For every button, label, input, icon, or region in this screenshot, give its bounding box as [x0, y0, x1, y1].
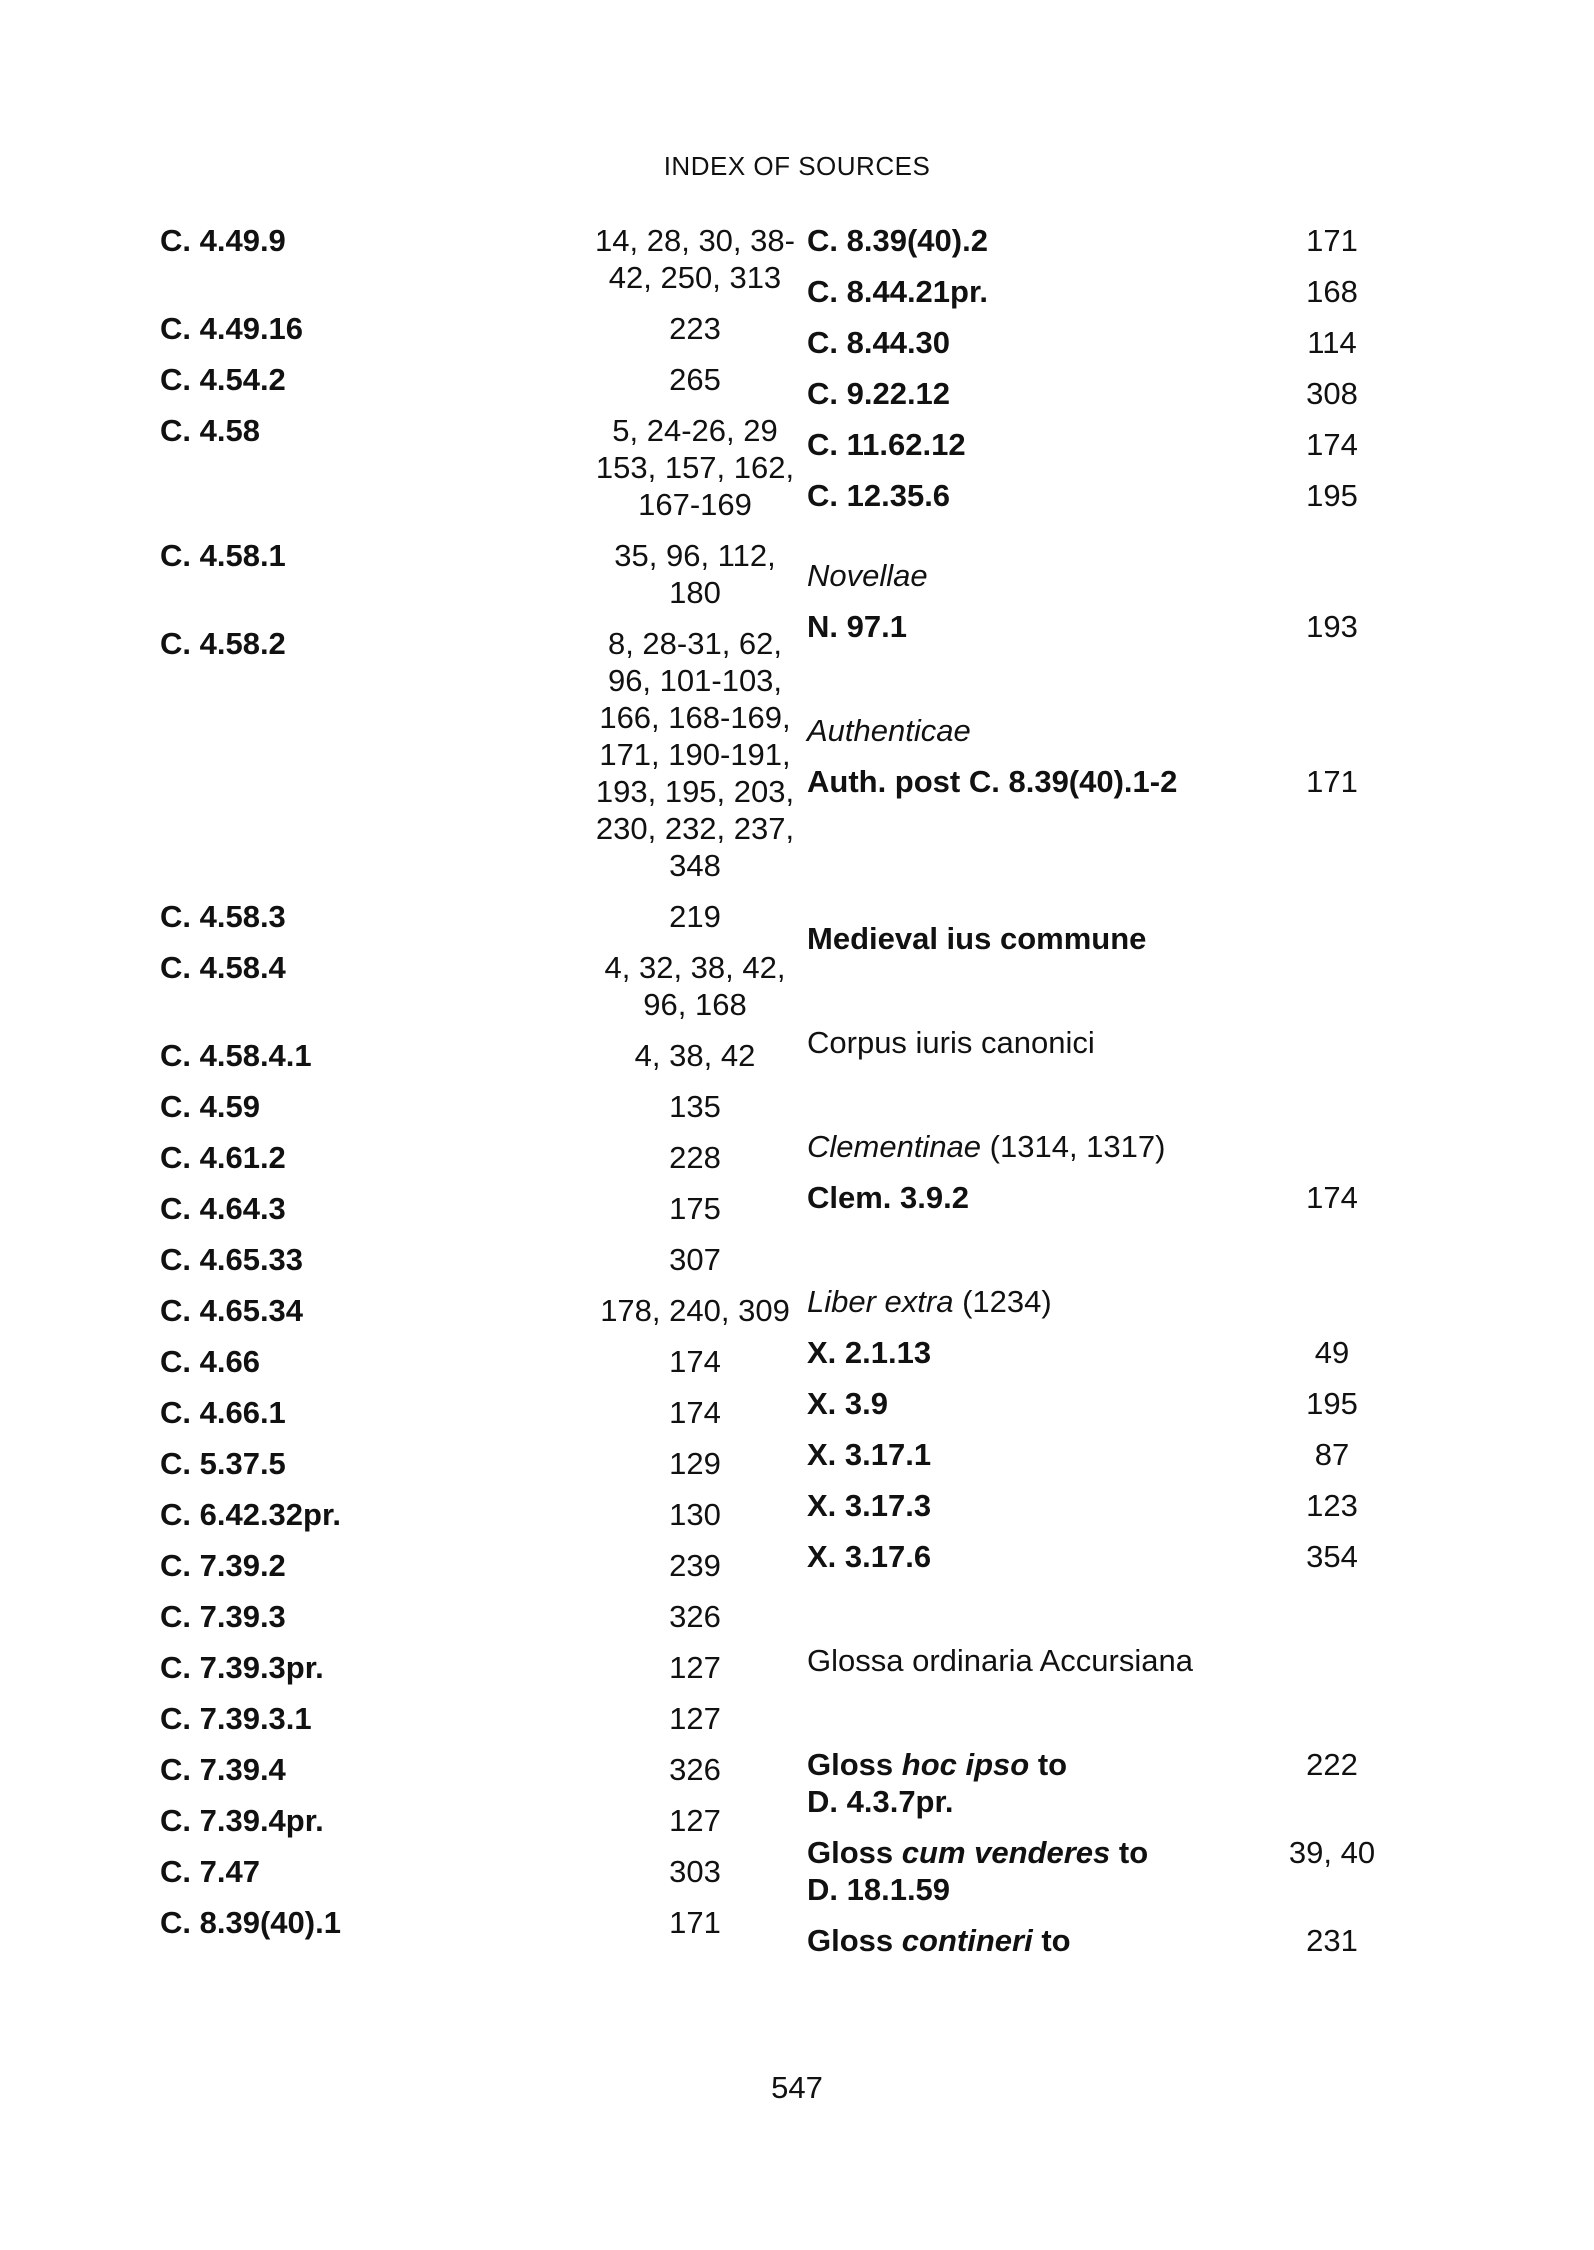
entry-pages: 127: [669, 1701, 721, 1736]
index-entry: [160, 1088, 800, 1125]
gloss-post: to: [1041, 1923, 1071, 1958]
index-entry: [807, 1385, 1407, 1422]
entry-ref: X. 3.9: [807, 1386, 888, 1421]
entry-ref: C. 7.39.4: [160, 1752, 286, 1787]
entry-pages: 239: [669, 1548, 721, 1583]
index-entry: [160, 1292, 800, 1329]
entry-pages: 222: [1306, 1747, 1358, 1782]
entry-ref: C. 8.39(40).1: [160, 1905, 341, 1940]
entry-pages: 14, 28, 30, 38-42, 250, 313: [595, 223, 795, 295]
heading-year: (1314, 1317): [989, 1129, 1166, 1164]
entry-ref: Auth. post C. 8.39(40).1-2: [807, 764, 1178, 799]
index-entry: [160, 1751, 800, 1788]
entry-pages: 223: [669, 311, 721, 346]
index-entry: [807, 375, 1407, 412]
entry-pages: 195: [1306, 1386, 1358, 1421]
section-heading-liber-extra: [807, 1283, 1407, 1320]
entry-pages: 4, 32, 38, 42, 96, 168: [604, 950, 786, 1022]
entry-pages: 4, 38, 42: [634, 1038, 756, 1073]
section-heading-medieval: Medieval ius commune: [807, 921, 1147, 956]
entry-ref: C. 4.58.2: [160, 626, 286, 661]
heading-title: Liber extra: [807, 1284, 954, 1319]
entry-ref: [807, 1834, 1257, 1908]
entry-ref: [807, 1922, 1257, 1959]
entry-pages: 171: [1306, 764, 1358, 799]
heading-year: (1234): [962, 1284, 1052, 1319]
entry-pages: 168: [1306, 274, 1358, 309]
index-entry: [160, 1037, 800, 1074]
entry-ref: C. 5.37.5: [160, 1446, 286, 1481]
entry-pages: 35, 96, 112, 180: [614, 538, 776, 610]
entry-ref: C. 7.39.2: [160, 1548, 286, 1583]
entry-ref: C. 7.47: [160, 1854, 260, 1889]
index-entry: [160, 1649, 800, 1686]
index-entry: [807, 324, 1407, 361]
index-entry: [807, 763, 1407, 800]
entry-ref: C. 4.49.16: [160, 311, 304, 346]
entry-ref: C. 4.61.2: [160, 1140, 286, 1175]
entry-ref: C. 7.39.3pr.: [160, 1650, 324, 1685]
entry-ref: X. 3.17.3: [807, 1488, 932, 1523]
entry-ref: Clem. 3.9.2: [807, 1180, 969, 1215]
entry-ref: C. 4.54.2: [160, 362, 286, 397]
index-entry: [160, 1445, 800, 1482]
gloss-target: D. 4.3.7pr.: [807, 1784, 954, 1819]
gloss-pre: Gloss: [807, 1747, 894, 1782]
entry-ref: C. 4.66.1: [160, 1395, 286, 1430]
entry-ref: C. 6.42.32pr.: [160, 1497, 341, 1532]
section-heading-glossa: Glossa ordinaria Accursiana: [807, 1643, 1193, 1678]
index-entry: [160, 1700, 800, 1737]
entry-pages: 114: [1307, 325, 1357, 360]
index-entry: [807, 273, 1407, 310]
entry-ref: X. 3.17.6: [807, 1539, 932, 1574]
entry-pages: 135: [669, 1089, 721, 1124]
entry-pages: 307: [669, 1242, 721, 1277]
index-entry: [807, 1922, 1407, 1959]
gloss-lemma: contineri: [901, 1923, 1033, 1958]
gloss-lemma: hoc ipso: [901, 1747, 1030, 1782]
index-entry: [160, 361, 800, 398]
entry-pages: 178, 240, 309: [600, 1293, 790, 1328]
entry-pages: 174: [669, 1344, 721, 1379]
entry-pages: 127: [669, 1650, 721, 1685]
index-entry: [807, 477, 1407, 514]
index-entry: [807, 1334, 1407, 1371]
index-entry: [160, 1496, 800, 1533]
entry-pages: 87: [1314, 1437, 1350, 1472]
index-entry: [807, 608, 1407, 645]
entry-ref: C. 7.39.3.1: [160, 1701, 312, 1736]
entry-pages: 326: [669, 1752, 721, 1787]
index-entry: [807, 1746, 1407, 1820]
entry-pages: 193: [1306, 609, 1358, 644]
section-heading-clementinae: [807, 1128, 1407, 1165]
entry-ref: [807, 1746, 1257, 1820]
entry-ref: C. 9.22.12: [807, 376, 951, 411]
entry-ref: C. 7.39.4pr.: [160, 1803, 324, 1838]
entry-ref: X. 2.1.13: [807, 1335, 932, 1370]
entry-ref: C. 4.58.4: [160, 950, 286, 985]
gloss-post: to: [1118, 1835, 1149, 1870]
index-entry: [807, 222, 1407, 259]
entry-pages: 5, 24-26, 29 153, 157, 162, 167-169: [595, 413, 795, 522]
entry-pages: 171: [669, 1905, 721, 1940]
entry-ref: C. 12.35.6: [807, 478, 951, 513]
index-entry: [807, 1179, 1407, 1216]
entry-pages: 228: [669, 1140, 721, 1175]
entry-ref: C. 4.58.4.1: [160, 1038, 312, 1073]
entry-pages: 175: [669, 1191, 721, 1226]
entry-pages: 174: [669, 1395, 721, 1430]
index-entry: [160, 1547, 800, 1584]
entry-ref: C. 4.58.1: [160, 538, 286, 573]
index-entry: [160, 949, 800, 1023]
index-entry: [160, 1190, 800, 1227]
entry-ref: C. 8.44.30: [807, 325, 951, 360]
entry-ref: C. 4.58.3: [160, 899, 286, 934]
index-entry: [160, 310, 800, 347]
index-entry: [160, 898, 800, 935]
index-entry: [160, 1343, 800, 1380]
index-entry: [807, 1436, 1407, 1473]
index-entry: [807, 1834, 1407, 1908]
entry-pages: 195: [1306, 478, 1358, 513]
gloss-target: D. 18.1.59: [807, 1872, 951, 1907]
page-number: 547: [771, 2070, 823, 2105]
entry-pages: 354: [1306, 1539, 1358, 1574]
entry-ref: C. 4.66: [160, 1344, 260, 1379]
index-entry: [160, 537, 800, 611]
entry-pages: 308: [1306, 376, 1358, 411]
gloss-post: to: [1037, 1747, 1068, 1782]
heading-title: Clementinae: [807, 1129, 982, 1164]
index-entry: [807, 1487, 1407, 1524]
index-entry: [160, 1394, 800, 1431]
index-entry: [160, 222, 800, 296]
index-entry: [807, 1538, 1407, 1575]
entry-pages: 8, 28-31, 62, 96, 101-103, 166, 168-169, 171, 190-191, 193, 195, 203, 230, 232, 237, 348: [595, 626, 795, 883]
entry-ref: N. 97.1: [807, 609, 907, 644]
index-entry: [160, 1139, 800, 1176]
entry-pages: 174: [1306, 427, 1358, 462]
entry-pages: 303: [669, 1854, 721, 1889]
entry-ref: C. 8.44.21pr.: [807, 274, 988, 309]
index-entry: [160, 1802, 800, 1839]
entry-ref: C. 8.39(40).2: [807, 223, 988, 258]
index-entry: [160, 412, 800, 523]
entry-pages: 123: [1306, 1488, 1358, 1523]
entry-pages: 171: [1306, 223, 1358, 258]
section-heading-authenticae: Authenticae: [807, 713, 971, 748]
entry-pages: 265: [669, 362, 721, 397]
index-entry: [807, 426, 1407, 463]
entry-pages: 129: [669, 1446, 721, 1481]
index-entry: [160, 625, 800, 884]
entry-ref: C. 4.49.9: [160, 223, 286, 258]
gloss-pre: Gloss: [807, 1835, 894, 1870]
entry-pages: 49: [1314, 1335, 1350, 1370]
section-heading-corpus: Corpus iuris canonici: [807, 1025, 1095, 1060]
section-heading-novellae: Novellae: [807, 558, 928, 593]
entry-pages: 231: [1306, 1923, 1358, 1958]
index-entry: [160, 1853, 800, 1890]
entry-ref: C. 7.39.3: [160, 1599, 286, 1634]
entry-pages: 127: [669, 1803, 721, 1838]
entry-pages: 326: [669, 1599, 721, 1634]
index-entry: [160, 1241, 800, 1278]
index-entry: [160, 1904, 800, 1941]
entry-ref: C. 4.65.34: [160, 1293, 304, 1328]
entry-ref: C. 11.62.12: [807, 427, 966, 462]
entry-pages: 219: [669, 899, 721, 934]
entry-ref: C. 4.64.3: [160, 1191, 286, 1226]
entry-pages: 39, 40: [1288, 1835, 1376, 1870]
entry-ref: C. 4.58: [160, 413, 260, 448]
entry-pages: 130: [669, 1497, 721, 1532]
left-index-column: [160, 222, 800, 1955]
entry-pages: 174: [1306, 1180, 1358, 1215]
right-index-column: [807, 222, 1407, 1973]
index-entry: [160, 1598, 800, 1635]
gloss-lemma: cum venderes: [901, 1835, 1111, 1870]
entry-ref: X. 3.17.1: [807, 1437, 932, 1472]
entry-ref: C. 4.59: [160, 1089, 260, 1124]
running-head: INDEX OF SOURCES: [663, 151, 931, 181]
entry-ref: C. 4.65.33: [160, 1242, 304, 1277]
gloss-pre: Gloss: [807, 1923, 894, 1958]
